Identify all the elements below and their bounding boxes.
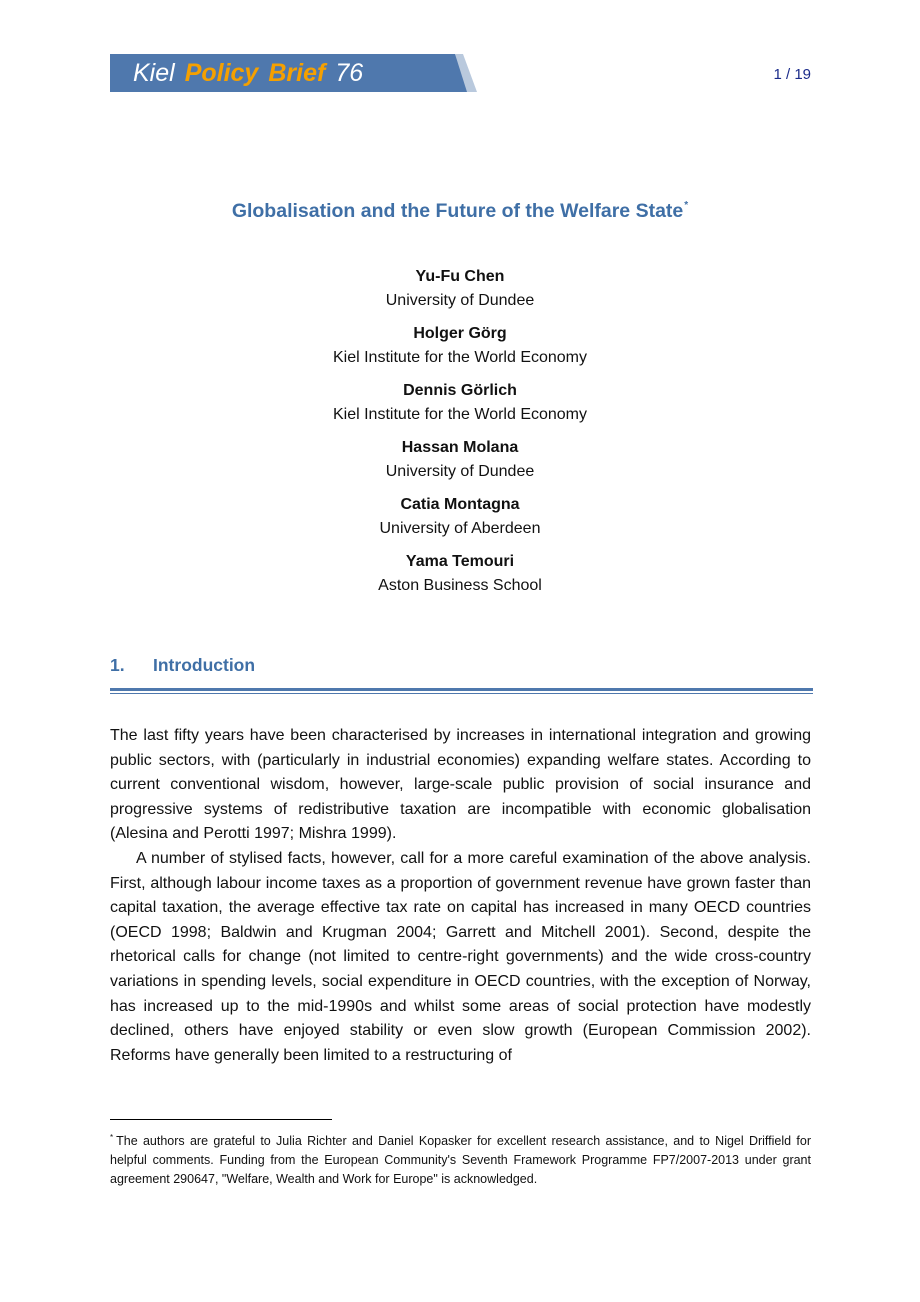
author-name: Catia Montagna: [400, 496, 520, 513]
section-heading: [110, 655, 255, 676]
series-word-kiel: Kiel: [133, 59, 175, 87]
page-indicator: 1 / 19: [773, 66, 811, 83]
author-name: Yama Temouri: [405, 553, 515, 570]
series-word-brief: Brief: [268, 59, 326, 87]
series-word-policy: Policy: [184, 59, 259, 87]
author-entry: [0, 494, 920, 542]
author-entry: [0, 551, 920, 599]
paper-title: [0, 200, 920, 223]
author-name: Holger Görg: [413, 325, 507, 342]
author-name: Yu-Fu Chen: [415, 268, 505, 285]
section-number: 1.: [110, 655, 125, 675]
paper-title-text: Globalisation and the Future of the Welfare State: [231, 200, 684, 222]
author-affiliation: Kiel Institute for the World Economy: [332, 406, 588, 423]
footnote: [110, 1128, 811, 1189]
author-entry: [0, 380, 920, 428]
title-footnote-mark[interactable]: *: [684, 200, 689, 211]
author-affiliation: Aston Business School: [378, 577, 542, 594]
author-entry: [0, 323, 920, 371]
author-entry: [0, 437, 920, 485]
paragraph: A number of stylised facts, however, call for a more careful examination of the above analysis. First, although labour income taxes as a proportion of government revenue have grown faster than capital taxation, the average effective tax rate on capital has increased in many OECD countries (OECD 1998; Baldwin and Krugman 2004; Garrett and Mitchell 2001). Second, despite the rhetorical calls for change (not limited to centre-right governments) and the wide cross-country variations in spending levels, social expenditure in OECD countries, with the exception of Norway, has increased up to the mid-1990s and whilst some areas of social protection have modestly declined, others have enjoyed stability or even slow growth (European Commission 2002). Reforms have generally been limited to a restructuring of: [110, 849, 811, 1064]
author-name: Hassan Molana: [401, 439, 519, 456]
series-number: 76: [335, 59, 364, 87]
author-entry: [0, 266, 920, 314]
author-affiliation: University of Dundee: [385, 463, 535, 480]
series-title: [133, 56, 363, 90]
section-title: Introduction: [153, 655, 256, 675]
footnote-mark: *: [110, 1133, 114, 1142]
author-affiliation: Kiel Institute for the World Economy: [332, 349, 588, 366]
author-list: [0, 266, 920, 608]
footnote-text: The authors are grateful to Julia Richter and Daniel Kopasker for excellent research assistance, and to Nigel Driffield for helpful comments. Funding from the European Community's Seventh Framework Programme FP7/2007-2013 under grant agreement 290647, "Welfare, Wealth and Work for Europe" is acknowledged.: [110, 1134, 811, 1186]
section-rule-thick: [110, 688, 813, 691]
body-text: [110, 724, 811, 1068]
author-affiliation: University of Dundee: [385, 292, 535, 309]
author-affiliation: University of Aberdeen: [379, 520, 541, 537]
author-name: Dennis Görlich: [403, 382, 517, 399]
section-rule-thin: [110, 693, 813, 694]
paragraph: The last fifty years have been characterised by increases in international integration and growing public sectors, with (particularly in industrial economies) expanding welfare states. According to current conventional wisdom, however, large-scale public provision of social insurance and progressive systems of redistributive taxation are incompatible with economic globalisation (Alesina and Perotti 1997; Mishra 1999).: [110, 727, 811, 843]
footnote-separator: [110, 1119, 332, 1120]
